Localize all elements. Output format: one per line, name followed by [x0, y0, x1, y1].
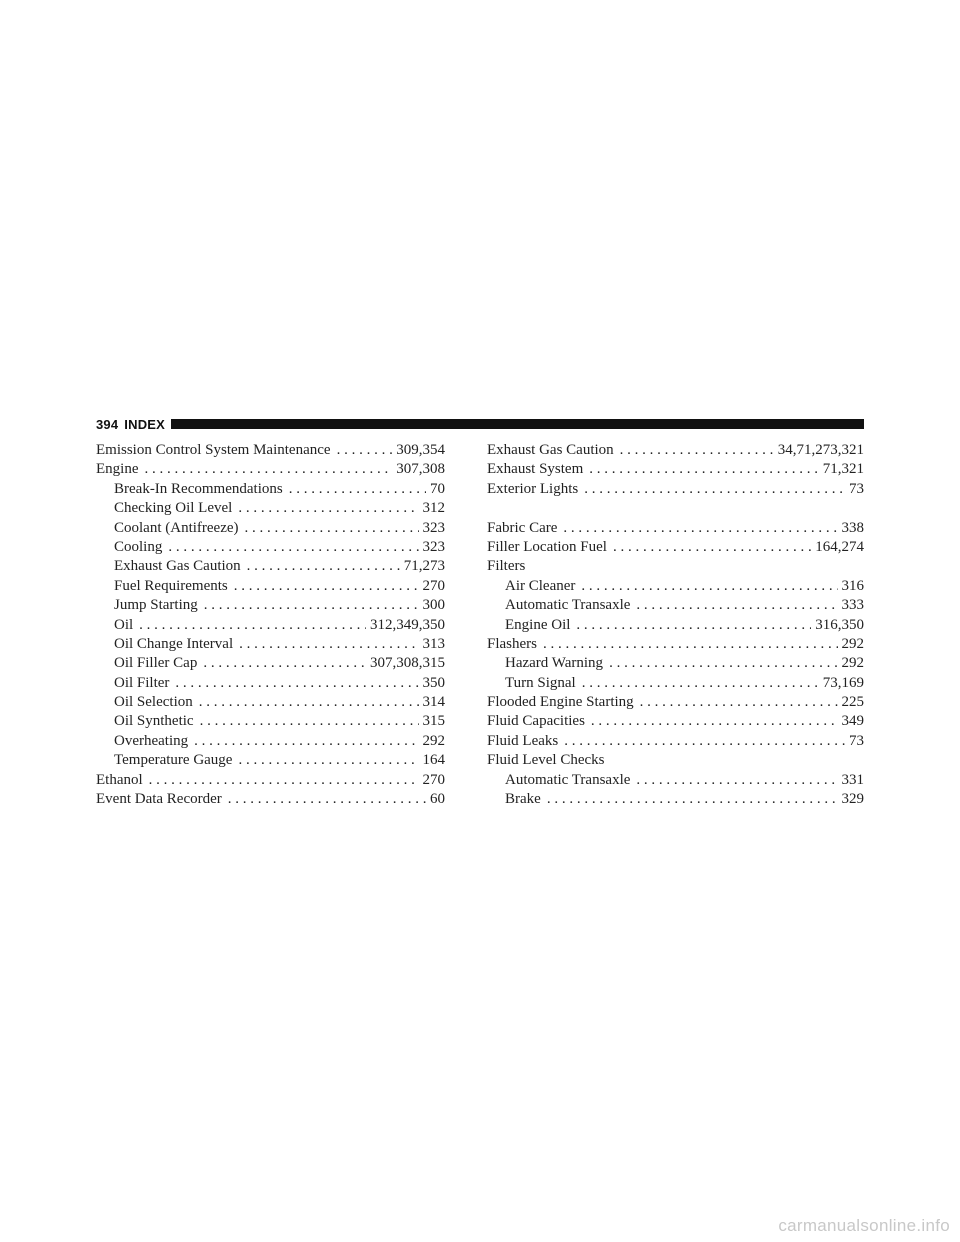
- index-subentry: [487, 772, 864, 791]
- dot-leader: [199, 694, 419, 711]
- index-subentry: [487, 617, 864, 636]
- dot-leader: [584, 481, 845, 498]
- entry-pages: 314: [422, 694, 445, 711]
- dot-leader: [145, 461, 393, 478]
- entry-term: Fabric Care: [487, 519, 558, 536]
- dot-leader: [636, 772, 837, 789]
- index-subentry: [487, 597, 864, 616]
- entry-pages: 312: [422, 500, 445, 517]
- entry-pages: 225: [841, 694, 864, 711]
- index-subentry: [96, 597, 445, 616]
- entry-term: Brake: [505, 791, 541, 808]
- entry-pages: 329: [841, 791, 864, 808]
- entry-term: Oil Change Interval: [114, 635, 234, 652]
- entry-pages: 71,273: [403, 558, 445, 575]
- entry-pages: 349: [841, 713, 864, 730]
- dot-leader: [564, 733, 845, 750]
- entry-term: Oil Selection: [114, 694, 193, 711]
- entry-term: Exhaust System: [487, 461, 584, 478]
- entry-term: Automatic Transaxle: [505, 771, 631, 788]
- entry-term: Coolant (Antifreeze): [114, 519, 239, 536]
- entry-pages: 292: [422, 732, 445, 749]
- index-subentry: [487, 675, 864, 694]
- entry-term: Break-In Recommendations: [114, 480, 283, 497]
- index-entry: [96, 772, 445, 791]
- dot-leader: [576, 617, 811, 634]
- entry-pages: 333: [841, 597, 864, 614]
- index-entry: [487, 481, 864, 500]
- entry-term: Flooded Engine Starting: [487, 694, 634, 711]
- entry-pages: 350: [422, 674, 445, 691]
- section-title: INDEX: [124, 416, 166, 432]
- index-subentry: [96, 578, 445, 597]
- dot-leader: [234, 578, 419, 595]
- index-entry: [96, 442, 445, 461]
- dot-leader: [547, 791, 838, 808]
- index-subentry: [96, 752, 445, 771]
- entry-term: Exhaust Gas Caution: [114, 558, 241, 575]
- entry-gap: [487, 500, 864, 519]
- entry-term: Filler Location Fuel: [487, 538, 607, 555]
- index-entry: [487, 461, 864, 480]
- dot-leader: [238, 500, 418, 517]
- index-column-right: [487, 442, 864, 810]
- index-entry: [487, 694, 864, 713]
- index-column-left: [96, 442, 445, 810]
- index-subentry: [96, 520, 445, 539]
- index-subentry: [96, 500, 445, 519]
- entry-term: Fluid Leaks: [487, 732, 559, 749]
- entry-term: Exterior Lights: [487, 480, 579, 497]
- dot-leader: [175, 675, 418, 692]
- dot-leader: [203, 655, 366, 672]
- entry-term: Air Cleaner: [505, 577, 576, 594]
- index-entry: [487, 442, 864, 461]
- dot-leader: [589, 461, 819, 478]
- entry-pages: 307,308: [396, 461, 445, 478]
- entry-pages: 312,349,350: [370, 616, 445, 633]
- entry-pages: 315: [422, 713, 445, 730]
- entry-term: Flashers: [487, 635, 537, 652]
- entry-term: Turn Signal: [505, 674, 576, 691]
- entry-pages: 292: [841, 635, 864, 652]
- index-entry: [487, 752, 864, 771]
- dot-leader: [238, 752, 418, 769]
- entry-term: Exhaust Gas Caution: [487, 442, 614, 458]
- index-subentry: [96, 617, 445, 636]
- entry-pages: 323: [422, 538, 445, 555]
- entry-term: Temperature Gauge: [114, 752, 233, 769]
- entry-term: Oil Filler Cap: [114, 655, 198, 672]
- entry-pages: 164: [422, 752, 445, 769]
- index-entry: [487, 636, 864, 655]
- entry-pages: 270: [422, 577, 445, 594]
- page-header: [96, 417, 864, 431]
- entry-pages: 34,71,273,321: [777, 442, 864, 458]
- entry-term: Cooling: [114, 538, 163, 555]
- dot-leader: [591, 713, 838, 730]
- entry-term: Hazard Warning: [505, 655, 604, 672]
- entry-pages: 73: [849, 480, 864, 497]
- index-subentry: [96, 694, 445, 713]
- entry-term: Event Data Recorder: [96, 791, 222, 808]
- entry-term: Automatic Transaxle: [505, 597, 631, 614]
- dot-leader: [543, 636, 838, 653]
- index-subentry: [487, 791, 864, 810]
- dot-leader: [582, 675, 819, 692]
- dot-leader: [613, 539, 811, 556]
- entry-pages: 270: [422, 771, 445, 788]
- dot-leader: [239, 636, 418, 653]
- index-subentry: [96, 558, 445, 577]
- entry-pages: 292: [841, 655, 864, 672]
- entry-term: Oil Synthetic: [114, 713, 194, 730]
- index-subentry: [487, 578, 864, 597]
- index-entry: [487, 713, 864, 732]
- entry-pages: 300: [422, 597, 445, 614]
- entry-term: Oil: [114, 616, 134, 633]
- dot-leader: [204, 597, 419, 614]
- index-subentry: [487, 655, 864, 674]
- entry-term: Checking Oil Level: [114, 500, 233, 517]
- entry-pages: 71,321: [822, 461, 864, 478]
- entry-pages: 323: [422, 519, 445, 536]
- dot-leader: [149, 772, 419, 789]
- entry-term: Engine Oil: [505, 616, 571, 633]
- entry-pages: 73: [849, 732, 864, 749]
- dot-leader: [620, 442, 774, 459]
- index-entry: [96, 461, 445, 480]
- entry-pages: 164,274: [815, 538, 864, 555]
- entry-term: Filters: [487, 558, 526, 575]
- index-subentry: [96, 733, 445, 752]
- dot-leader: [139, 617, 366, 634]
- entry-term: Fluid Capacities: [487, 713, 585, 730]
- page-number: 394: [96, 416, 119, 432]
- entry-term: Emission Control System Maintenance: [96, 442, 331, 458]
- index-subentry: [96, 713, 445, 732]
- dot-leader: [168, 539, 418, 556]
- index-subentry: [96, 675, 445, 694]
- entry-pages: 316: [841, 577, 864, 594]
- index-subentry: [96, 655, 445, 674]
- index-entry: [487, 558, 864, 577]
- entry-term: Jump Starting: [114, 597, 198, 614]
- index-entry: [96, 791, 445, 810]
- entry-pages: 338: [841, 519, 864, 536]
- entry-term: Fuel Requirements: [114, 577, 228, 594]
- index-entry: [487, 539, 864, 558]
- dot-leader: [194, 733, 418, 750]
- dot-leader: [247, 558, 400, 575]
- dot-leader: [581, 578, 837, 595]
- entry-pages: 307,308,315: [370, 655, 445, 672]
- entry-pages: 313: [422, 635, 445, 652]
- dot-leader: [563, 520, 837, 537]
- index-subentry: [96, 636, 445, 655]
- dot-leader: [636, 597, 837, 614]
- dot-leader: [337, 442, 393, 459]
- entry-pages: 309,354: [396, 442, 445, 458]
- entry-term: Ethanol: [96, 771, 143, 788]
- index-entry: [487, 520, 864, 539]
- index-subentry: [96, 539, 445, 558]
- dot-leader: [289, 481, 426, 498]
- entry-term: Engine: [96, 461, 139, 478]
- dot-leader: [200, 713, 419, 730]
- entry-pages: 60: [430, 791, 445, 808]
- dot-leader: [640, 694, 838, 711]
- entry-pages: 316,350: [815, 616, 864, 633]
- header-rule: [171, 419, 864, 429]
- dot-leader: [609, 655, 837, 672]
- entry-pages: 331: [841, 771, 864, 788]
- entry-pages: 73,169: [822, 674, 864, 691]
- entry-pages: 70: [430, 480, 445, 497]
- entry-term: Overheating: [114, 732, 189, 749]
- watermark: carmanualsonline.info: [778, 1216, 950, 1235]
- index-entry: [487, 733, 864, 752]
- dot-leader: [228, 791, 426, 808]
- entry-term: Oil Filter: [114, 674, 170, 691]
- index-subentry: [96, 481, 445, 500]
- entry-term: Fluid Level Checks: [487, 752, 605, 769]
- dot-leader: [245, 520, 419, 537]
